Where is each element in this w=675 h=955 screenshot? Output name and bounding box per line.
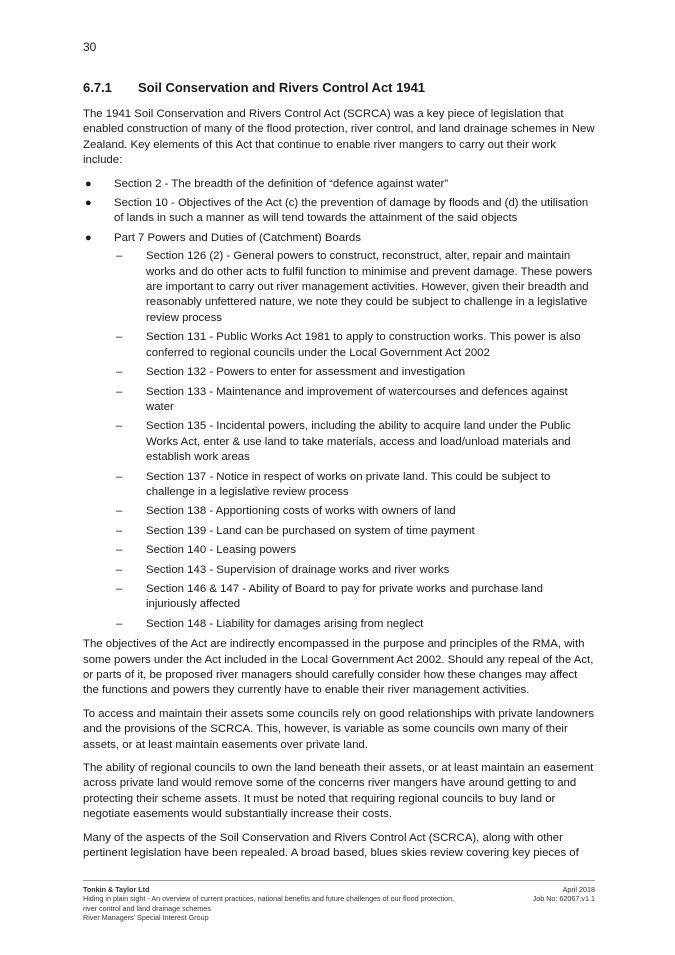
bullet-text: Section 10 - Objectives of the Act (c) the prevention of damage by floods and (d) the utilisation of lands in such a manner as will tend towards the attainment of the said objects — [114, 197, 589, 225]
bullet-text: Section 2 - The breadth of the definition of “defence against water” — [114, 177, 449, 190]
dash-icon: – — [116, 505, 123, 518]
sub-list-item — [114, 470, 595, 501]
body-paragraph: The ability of regional councils to own the land beneath their assets, or at least maintain an easement across private land would remove some of the concerns river mangers have around getting to and protecting their scheme assets. It must be noted that requiring regional councils to buy land or negotiate easements would substantially increase their costs. — [83, 762, 594, 821]
page-number: 30 — [83, 40, 97, 54]
bullet-item — [83, 177, 595, 192]
sub-list-item — [114, 543, 595, 558]
sub-list-item — [114, 419, 595, 465]
dash-icon: – — [116, 420, 123, 433]
sub-list — [114, 249, 595, 632]
dash-icon: – — [116, 563, 123, 576]
page-footer — [83, 880, 595, 923]
body-paragraph: Many of the aspects of the Soil Conservation and Rivers Control Act (SCRCA), along with other pertinent legislation have been repealed. A broad based, blues skies review covering key pieces of — [83, 831, 579, 860]
body-paragraph: The objectives of the Act are indirectly encompassed in the purpose and principles of the RMA, with some powers under the Act included in the Local Government Act 2002. Should any repeal of the Act, or parts of it, be proposed river managers should carefully consider how these changes may affect the functions and powers they currently have to enable their river management activities. — [83, 638, 594, 697]
sub-item-text: Section 143 - Supervision of drainage works and river works — [146, 563, 450, 576]
sub-list-item — [114, 330, 595, 361]
dash-icon: – — [116, 366, 123, 379]
sub-list-item — [114, 504, 595, 519]
intro-paragraph: The 1941 Soil Conservation and Rivers Control Act (SCRCA) was a key piece of legislation that enabled construction of many of the flood protection, river control, and land drainage schemes in New Zealand. Key elements of this Act that continue to enable river mangers to carry out their work include: — [83, 108, 595, 167]
bullet-icon: ● — [85, 177, 92, 190]
sub-list-item — [114, 524, 595, 539]
footer-right — [475, 885, 595, 904]
bullet-item — [83, 231, 595, 632]
sub-item-text: Section 133 - Maintenance and improvement of watercourses and defences against water — [146, 385, 568, 413]
dash-icon: – — [116, 250, 123, 263]
sub-item-text: Section 131 - Public Works Act 1981 to apply to construction works. This power is also conferred to regional councils under the Local Government Act 2002 — [146, 331, 581, 359]
bullet-list — [83, 177, 595, 633]
sub-list-item — [114, 563, 595, 578]
dash-icon: – — [116, 385, 123, 398]
sub-list-item — [114, 249, 595, 326]
sub-item-text: Section 139 - Land can be purchased on system of time payment — [146, 524, 475, 537]
dash-icon: – — [116, 617, 123, 630]
sub-item-text: Section 135 - Incidental powers, including the ability to acquire land under the Public Works Act, enter & use land to take materials, access and load/unload materials and establish work areas — [146, 420, 571, 464]
dash-icon: – — [116, 582, 123, 595]
section-title: Soil Conservation and Rivers Control Act 1941 — [138, 80, 426, 95]
sub-item-text: Section 148 - Liability for damages arising from neglect — [146, 617, 424, 630]
sub-item-text: Section 132 - Powers to enter for assessment and investigation — [146, 366, 466, 379]
sub-item-text: Section 137 - Notice in respect of works on private land. This could be subject to challenge in a legislative review process — [146, 470, 551, 498]
sub-list-item — [114, 385, 595, 416]
sub-list-item — [114, 617, 595, 632]
sub-item-text: Section 146 & 147 - Ability of Board to pay for private works and purchase land injuriously affected — [146, 582, 544, 611]
dash-icon: – — [116, 544, 123, 557]
sub-list-item — [114, 365, 595, 380]
footer-company: Tonkin & Taylor Ltd — [83, 885, 150, 894]
footer-client: River Managers’ Special Interest Group — [83, 913, 209, 923]
body-paragraph: To access and maintain their assets some councils rely on good relationships with private landowners and the provisions of the SCRCA. This, however, is variable as some councils own many of their assets, or at least maintain easements over private land. — [83, 707, 594, 751]
footer-job-number: Job No: 62067.v1.1 — [532, 894, 595, 904]
footer-left — [83, 885, 463, 923]
sub-item-text: Section 140 - Leasing powers — [146, 544, 297, 557]
bullet-item — [83, 196, 595, 227]
bullet-icon: ● — [85, 231, 92, 244]
dash-icon: – — [116, 524, 123, 537]
bullet-text: Part 7 Powers and Duties of (Catchment) Boards — [114, 231, 361, 244]
sub-item-text: Section 126 (2) - General powers to construct, reconstruct, alter, repair and maintain works and do other acts to fulfil function to minimise and prevent damage. These powers are important to carry out river management activities. However, given their breadth and reasonably unfettered nature, we note they could be subject to challenge in a legislative review process — [146, 250, 593, 324]
dash-icon: – — [116, 470, 123, 483]
body-content — [83, 107, 595, 869]
dash-icon: – — [116, 331, 123, 344]
section-number: 6.7.1 — [83, 80, 112, 95]
footer-date: April 2018 — [562, 885, 595, 894]
section-heading — [83, 80, 603, 95]
footer-report-title: Hiding in plain sight - An overview of current practices, national benefits and future challenges of our flood protection, river control and land drainage schemes — [83, 894, 455, 913]
sub-list-item — [114, 582, 595, 613]
sub-item-text: Section 138 - Apportioning costs of works with owners of land — [146, 505, 456, 518]
bullet-icon: ● — [85, 197, 92, 210]
